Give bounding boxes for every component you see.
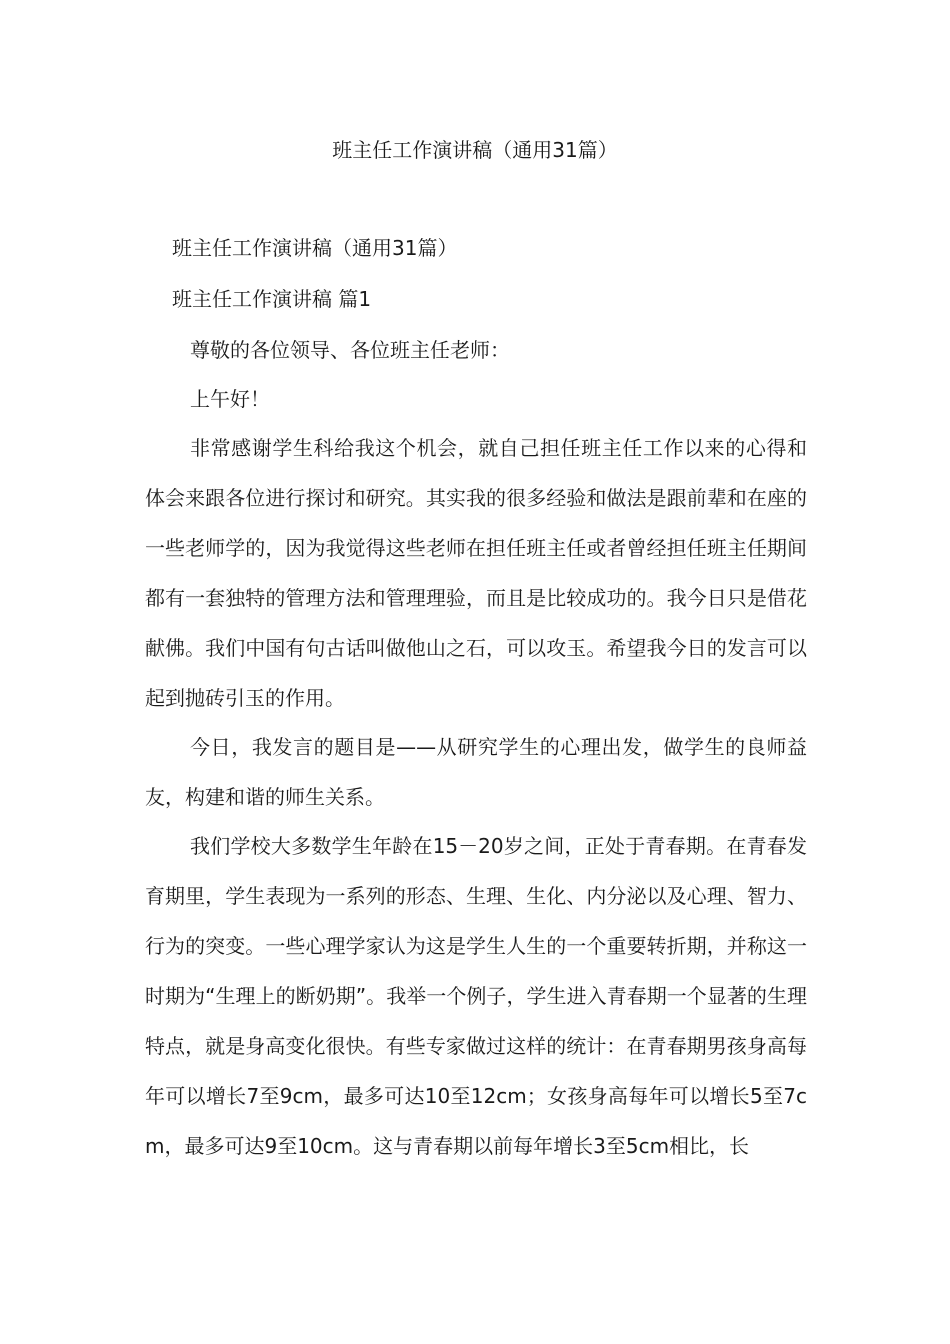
paragraph-adolescence: 我们学校大多数学生年龄在15－20岁之间，正处于青春期。在青春发育期里，学生表现为一系列的形态、生理、生化、内分泌以及心理、智力、行为的突变。一些心理学家认为这是学生人生的一个重要转折期，并称这一时期为“生理上的断奶期”。我举一个例子，学生进入青春期一个显著的生理特点，就是身高变化很快。有些专家做过这样的统计：在青春期男孩身高每年可以增长7至9cm，最多可达10至12cm；女孩身高每年可以增长5至7cm，最多可达9至10cm。这与青春期以前每年增长3至5cm相比，长 bbox=[145, 834, 807, 1158]
section-heading: 班主任工作演讲稿 篇1 bbox=[172, 287, 372, 311]
page-title: 班主任工作演讲稿（通用31篇） bbox=[332, 138, 618, 162]
greeting: 上午好！ bbox=[190, 387, 270, 411]
paragraph-topic: 今日，我发言的题目是——从研究学生的心理出发，做学生的良师益友，构建和谐的师生关系。 bbox=[145, 735, 807, 809]
document-subtitle: 班主任工作演讲稿（通用31篇） bbox=[172, 236, 458, 260]
salutation: 尊敬的各位领导、各位班主任老师： bbox=[190, 338, 510, 362]
paragraph-intro: 非常感谢学生科给我这个机会，就自己担任班主任工作以来的心得和体会来跟各位进行探讨和研究。其实我的很多经验和做法是跟前辈和在座的一些老师学的，因为我觉得这些老师在担任班主任或者曾经担任班主任期间都有一套独特的管理方法和管理理验，而且是比较成功的。我今日只是借花献佛。我们中国有句古话叫做他山之石，可以攻玉。希望我今日的发言可以起到抛砖引玉的作用。 bbox=[145, 436, 807, 710]
